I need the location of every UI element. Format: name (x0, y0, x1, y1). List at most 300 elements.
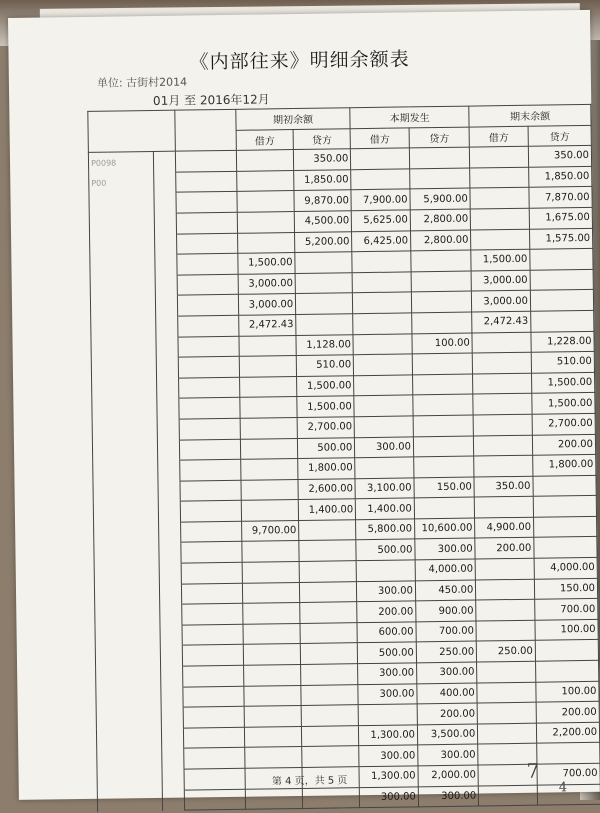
cell-od (245, 747, 302, 768)
row-blank (161, 687, 183, 708)
cell-ec: 1,575.00 (529, 228, 592, 249)
cell-ec: 4,000.00 (534, 557, 597, 578)
cell-cc (412, 374, 473, 395)
cell-cd (352, 251, 411, 272)
row-name (180, 480, 241, 501)
row-code (92, 419, 157, 441)
cell-cd: 1,300.00 (359, 766, 418, 787)
row-code (97, 790, 162, 812)
cell-od (239, 356, 296, 377)
cell-oc (301, 705, 358, 726)
header-opening: 期初余额 (236, 108, 351, 130)
row-blank (156, 316, 178, 337)
cell-ec (533, 496, 596, 517)
cell-oc (295, 252, 352, 273)
cell-oc (300, 581, 357, 602)
row-blank (160, 604, 182, 625)
cell-ed (475, 558, 534, 579)
row-name (179, 439, 240, 460)
row-blank (155, 275, 177, 296)
row-blank (157, 440, 179, 461)
cell-cd: 300.00 (358, 683, 417, 704)
row-blank (157, 378, 179, 399)
cell-od (243, 644, 300, 665)
cell-ec (534, 537, 597, 558)
cell-ed (470, 167, 529, 188)
row-blank (155, 254, 177, 275)
handwritten-mark-4: 4 (558, 780, 568, 796)
period-line (97, 90, 270, 109)
balance-table (87, 104, 600, 812)
row-code (96, 687, 161, 709)
cell-od (240, 417, 297, 438)
cell-oc (302, 725, 359, 746)
row-code (90, 296, 155, 318)
cell-cc (411, 250, 472, 271)
cell-ed: 250.00 (477, 641, 536, 662)
row-blank (158, 460, 180, 481)
row-name (177, 253, 238, 274)
row-blank (159, 522, 181, 543)
cell-cc: 700.00 (416, 621, 477, 642)
header-opening-debit: 借方 (236, 129, 293, 150)
row-code (93, 481, 158, 503)
cell-cd (351, 169, 410, 190)
cell-ec (533, 516, 596, 537)
cell-ed (476, 620, 535, 641)
row-name (178, 356, 239, 377)
cell-ec: 200.00 (536, 702, 599, 723)
cell-ed: 3,000.00 (471, 270, 530, 291)
cell-ec (530, 249, 593, 270)
cell-oc: 2,700.00 (297, 417, 354, 438)
cell-ed (471, 229, 530, 250)
cell-cd: 7,900.00 (351, 189, 410, 210)
row-code (95, 646, 160, 668)
cell-oc (296, 314, 353, 335)
cell-cc: 300.00 (418, 744, 479, 765)
cell-ed (477, 702, 536, 723)
cell-ec (530, 269, 593, 290)
cell-ed (470, 188, 529, 209)
row-code (96, 728, 161, 750)
row-blank (155, 296, 177, 317)
cell-cc (414, 456, 475, 477)
row-name (178, 377, 239, 398)
cell-ec (537, 784, 600, 805)
row-code (94, 584, 159, 606)
cell-oc: 1,850.00 (294, 170, 351, 191)
cell-ed: 3,000.00 (472, 291, 531, 312)
cell-ed (474, 455, 533, 476)
cell-ec (530, 290, 593, 311)
cell-od (244, 685, 301, 706)
cell-ec: 350.00 (528, 146, 591, 167)
row-code (94, 564, 159, 586)
cell-cc (412, 312, 473, 333)
row-code (92, 378, 157, 400)
cell-oc: 350.00 (294, 149, 351, 170)
cell-ec: 1,228.00 (531, 331, 594, 352)
cell-ec: 700.00 (537, 763, 600, 784)
row-code (90, 255, 155, 277)
row-name (177, 274, 238, 295)
cell-cd (355, 457, 414, 478)
cell-od: 3,000.00 (238, 294, 295, 315)
cell-cc (409, 147, 470, 168)
cell-cd: 500.00 (356, 539, 415, 560)
row-blank (161, 666, 183, 687)
cell-oc: 9,870.00 (294, 190, 351, 211)
row-code (89, 213, 154, 235)
row-name (178, 315, 239, 336)
cell-cc: 300.00 (418, 786, 479, 807)
header-closing: 期末余额 (469, 104, 591, 126)
row-blank (160, 646, 182, 667)
cell-oc (295, 272, 352, 293)
cell-cd: 300.00 (360, 786, 419, 807)
cell-oc: 510.00 (296, 355, 353, 376)
cell-cc: 4,000.00 (415, 559, 476, 580)
cell-cc (414, 497, 475, 518)
cell-od (237, 170, 294, 191)
cell-cc (411, 291, 472, 312)
cell-od (244, 665, 301, 686)
row-name (180, 459, 241, 480)
cell-ec: 1,675.00 (529, 207, 592, 228)
cell-cd (353, 333, 412, 354)
cell-od (241, 479, 298, 500)
cell-cd: 200.00 (357, 601, 416, 622)
cell-cd (353, 292, 412, 313)
cell-ec: 700.00 (535, 599, 598, 620)
cell-oc: 500.00 (298, 437, 355, 458)
cell-od (236, 150, 293, 171)
cell-cc: 3,500.00 (417, 724, 478, 745)
row-code (90, 234, 155, 256)
row-name (182, 624, 243, 645)
row-name (178, 336, 239, 357)
row-blank (157, 419, 179, 440)
row-name (181, 542, 242, 563)
cell-od (244, 726, 301, 747)
cell-ec (531, 310, 594, 331)
cell-oc: 1,128.00 (296, 334, 353, 355)
cell-cd (354, 354, 413, 375)
cell-cd (354, 416, 413, 437)
cell-cc: 2,800.00 (410, 209, 471, 230)
handwritten-mark-7: 7 (526, 758, 540, 783)
header-blank (88, 110, 175, 152)
cell-ec: 1,800.00 (533, 454, 596, 475)
header-current: 本期发生 (350, 106, 469, 128)
row-code (91, 316, 156, 338)
row-code (95, 625, 160, 647)
cell-ec: 7,870.00 (529, 187, 592, 208)
row-code (91, 337, 156, 359)
cell-oc (302, 787, 359, 808)
row-code (93, 461, 158, 483)
header-opening-credit: 贷方 (293, 128, 350, 149)
page-footer: 第 4 页，共 5 页 (271, 775, 348, 788)
cell-cc: 150.00 (414, 477, 475, 498)
cell-ec: 150.00 (534, 578, 597, 599)
cell-ed: 2,472.43 (472, 311, 531, 332)
cell-oc: 5,200.00 (295, 231, 352, 252)
cell-od (242, 582, 299, 603)
row-name (176, 233, 237, 254)
cell-cd (352, 272, 411, 293)
row-blank (161, 707, 183, 728)
row-code: P00 (89, 172, 154, 194)
cell-ed (473, 352, 532, 373)
row-blank (157, 398, 179, 419)
cell-od: 9,700.00 (242, 520, 299, 541)
header-current-debit: 借方 (350, 128, 409, 149)
row-code (96, 708, 161, 730)
row-name (182, 665, 243, 686)
row-code (89, 193, 154, 215)
cell-cc: 200.00 (417, 703, 478, 724)
cell-ed (471, 208, 530, 229)
row-name (176, 192, 237, 213)
unit-line: 单位: 古街村2014 (96, 75, 188, 90)
cell-od (240, 376, 297, 397)
cell-ed (470, 146, 529, 167)
cell-cc: 400.00 (417, 683, 478, 704)
cell-ec: 1,850.00 (529, 166, 592, 187)
row-blank (160, 625, 182, 646)
cell-cd: 1,400.00 (356, 498, 415, 519)
row-code (97, 749, 162, 771)
cell-ed: 1,500.00 (471, 249, 530, 270)
cell-oc (300, 602, 357, 623)
row-name (179, 418, 240, 439)
cell-od (239, 335, 296, 356)
cell-cc: 100.00 (412, 333, 473, 354)
cell-oc (300, 623, 357, 644)
cell-ed (477, 682, 536, 703)
cell-ec: 200.00 (532, 434, 595, 455)
cell-od (243, 603, 300, 624)
cell-od: 2,472.43 (239, 314, 296, 335)
cell-cc: 5,900.00 (410, 188, 471, 209)
cell-od (243, 623, 300, 644)
cell-cc: 250.00 (416, 641, 477, 662)
cell-ed (476, 599, 535, 620)
cell-cd: 300.00 (355, 436, 414, 457)
cell-ed: 200.00 (475, 538, 534, 559)
header-current-credit: 贷方 (409, 127, 470, 148)
row-name (177, 295, 238, 316)
cell-od: 1,500.00 (238, 253, 295, 274)
row-name (176, 212, 237, 233)
row-name (179, 398, 240, 419)
row-blank (159, 543, 181, 564)
cell-ec: 1,500.00 (531, 372, 594, 393)
cell-cd (358, 704, 417, 725)
cell-cd (356, 560, 415, 581)
row-name (181, 583, 242, 604)
cell-ed: 4,900.00 (475, 517, 534, 538)
row-blank (159, 563, 181, 584)
cell-od (245, 788, 302, 809)
cell-ed (476, 579, 535, 600)
header-blank-2 (175, 109, 237, 151)
cell-cd: 3,100.00 (355, 478, 414, 499)
cell-cd (354, 395, 413, 416)
cell-oc: 1,500.00 (297, 375, 354, 396)
row-blank (158, 481, 180, 502)
row-blank (156, 337, 178, 358)
row-blank (162, 749, 184, 770)
row-name (175, 151, 236, 172)
page-title: 《内部往来》明细余额表 (189, 48, 410, 74)
cell-oc: 1,800.00 (298, 458, 355, 479)
row-name (180, 501, 241, 522)
cell-ec: 100.00 (535, 619, 598, 640)
cell-cc (413, 415, 474, 436)
cell-ed (478, 723, 537, 744)
cell-oc: 1,400.00 (298, 499, 355, 520)
cell-cd: 1,300.00 (359, 725, 418, 746)
cell-ed (473, 394, 532, 415)
header-closing-debit: 借方 (469, 126, 528, 147)
cell-ec: 2,200.00 (536, 722, 599, 743)
row-code (92, 440, 157, 462)
cell-ec: 1,500.00 (532, 393, 595, 414)
cell-cc: 10,600.00 (414, 518, 475, 539)
cell-cd: 300.00 (357, 581, 416, 602)
cell-cd: 300.00 (359, 745, 418, 766)
row-code (92, 399, 157, 421)
cell-ec (533, 475, 596, 496)
cell-od: 3,000.00 (238, 273, 295, 294)
cell-cd: 600.00 (357, 622, 416, 643)
cell-cd (354, 375, 413, 396)
cell-od (242, 541, 299, 562)
cell-od (238, 232, 295, 253)
row-name (176, 171, 237, 192)
row-code (91, 358, 156, 380)
cell-od (240, 397, 297, 418)
row-blank (162, 790, 184, 811)
row-code (93, 502, 158, 524)
cell-cd (351, 148, 410, 169)
row-name (184, 748, 245, 769)
cell-od (241, 459, 298, 480)
cell-ed: 350.00 (474, 476, 533, 497)
cell-od (241, 500, 298, 521)
cell-ed (473, 414, 532, 435)
cell-oc: 2,600.00 (298, 478, 355, 499)
cell-cc: 300.00 (416, 662, 477, 683)
row-blank (161, 728, 183, 749)
cell-ed (473, 373, 532, 394)
cell-cc (412, 353, 473, 374)
cell-ed (479, 785, 538, 806)
period-end: 2016年12月 (199, 92, 270, 108)
cell-ec: 510.00 (531, 351, 594, 372)
cell-ec (535, 640, 598, 661)
cell-ec (537, 743, 600, 764)
header-closing-credit: 贷方 (528, 125, 591, 146)
cell-od (242, 562, 299, 583)
row-name (183, 686, 244, 707)
cell-oc (301, 684, 358, 705)
cell-ec (535, 660, 598, 681)
cell-od (240, 438, 297, 459)
cell-od (244, 706, 301, 727)
cell-cd (353, 313, 412, 334)
cell-cc: 450.00 (415, 580, 476, 601)
cell-ed (474, 435, 533, 456)
cell-oc (301, 664, 358, 685)
row-blank (158, 501, 180, 522)
row-name (183, 706, 244, 727)
row-blank (153, 151, 175, 172)
cell-cd: 5,625.00 (352, 210, 411, 231)
cell-cd: 6,425.00 (352, 230, 411, 251)
period-start: 01月 (152, 93, 181, 108)
row-blank (159, 584, 181, 605)
cell-oc (296, 293, 353, 314)
row-blank (154, 213, 176, 234)
row-blank (154, 193, 176, 214)
cell-ed (475, 496, 534, 517)
row-code: P0098 (88, 152, 153, 174)
cell-oc (299, 540, 356, 561)
row-name (180, 521, 241, 542)
cell-cd: 5,800.00 (356, 519, 415, 540)
cell-oc (299, 520, 356, 541)
cell-cc: 2,800.00 (410, 230, 471, 251)
cell-cd: 300.00 (358, 663, 417, 684)
cell-oc: 4,500.00 (294, 211, 351, 232)
cell-oc: 1,500.00 (297, 396, 354, 417)
row-blank (156, 357, 178, 378)
cell-cd: 500.00 (358, 642, 417, 663)
document-page (8, 10, 600, 803)
row-name (183, 727, 244, 748)
cell-cc: 300.00 (415, 538, 476, 559)
cell-oc (300, 643, 357, 664)
cell-cc: 2,000.00 (418, 765, 479, 786)
cell-cc (411, 271, 472, 292)
row-name (182, 604, 243, 625)
row-name (182, 645, 243, 666)
cell-ec: 2,700.00 (532, 413, 595, 434)
cell-cc (413, 394, 474, 415)
row-code (94, 522, 159, 544)
row-code (90, 275, 155, 297)
cell-od (237, 191, 294, 212)
cell-oc (302, 746, 359, 767)
row-code (96, 666, 161, 688)
row-code (95, 605, 160, 627)
cell-ec: 100.00 (536, 681, 599, 702)
cell-cc (413, 436, 474, 457)
cell-ed (477, 661, 536, 682)
row-blank (155, 234, 177, 255)
row-name (181, 562, 242, 583)
cell-od (237, 211, 294, 232)
cell-cc: 900.00 (416, 600, 477, 621)
cell-cc (410, 168, 471, 189)
cell-oc (299, 561, 356, 582)
period-sep: 至 (184, 93, 197, 108)
cell-ed (472, 332, 531, 353)
